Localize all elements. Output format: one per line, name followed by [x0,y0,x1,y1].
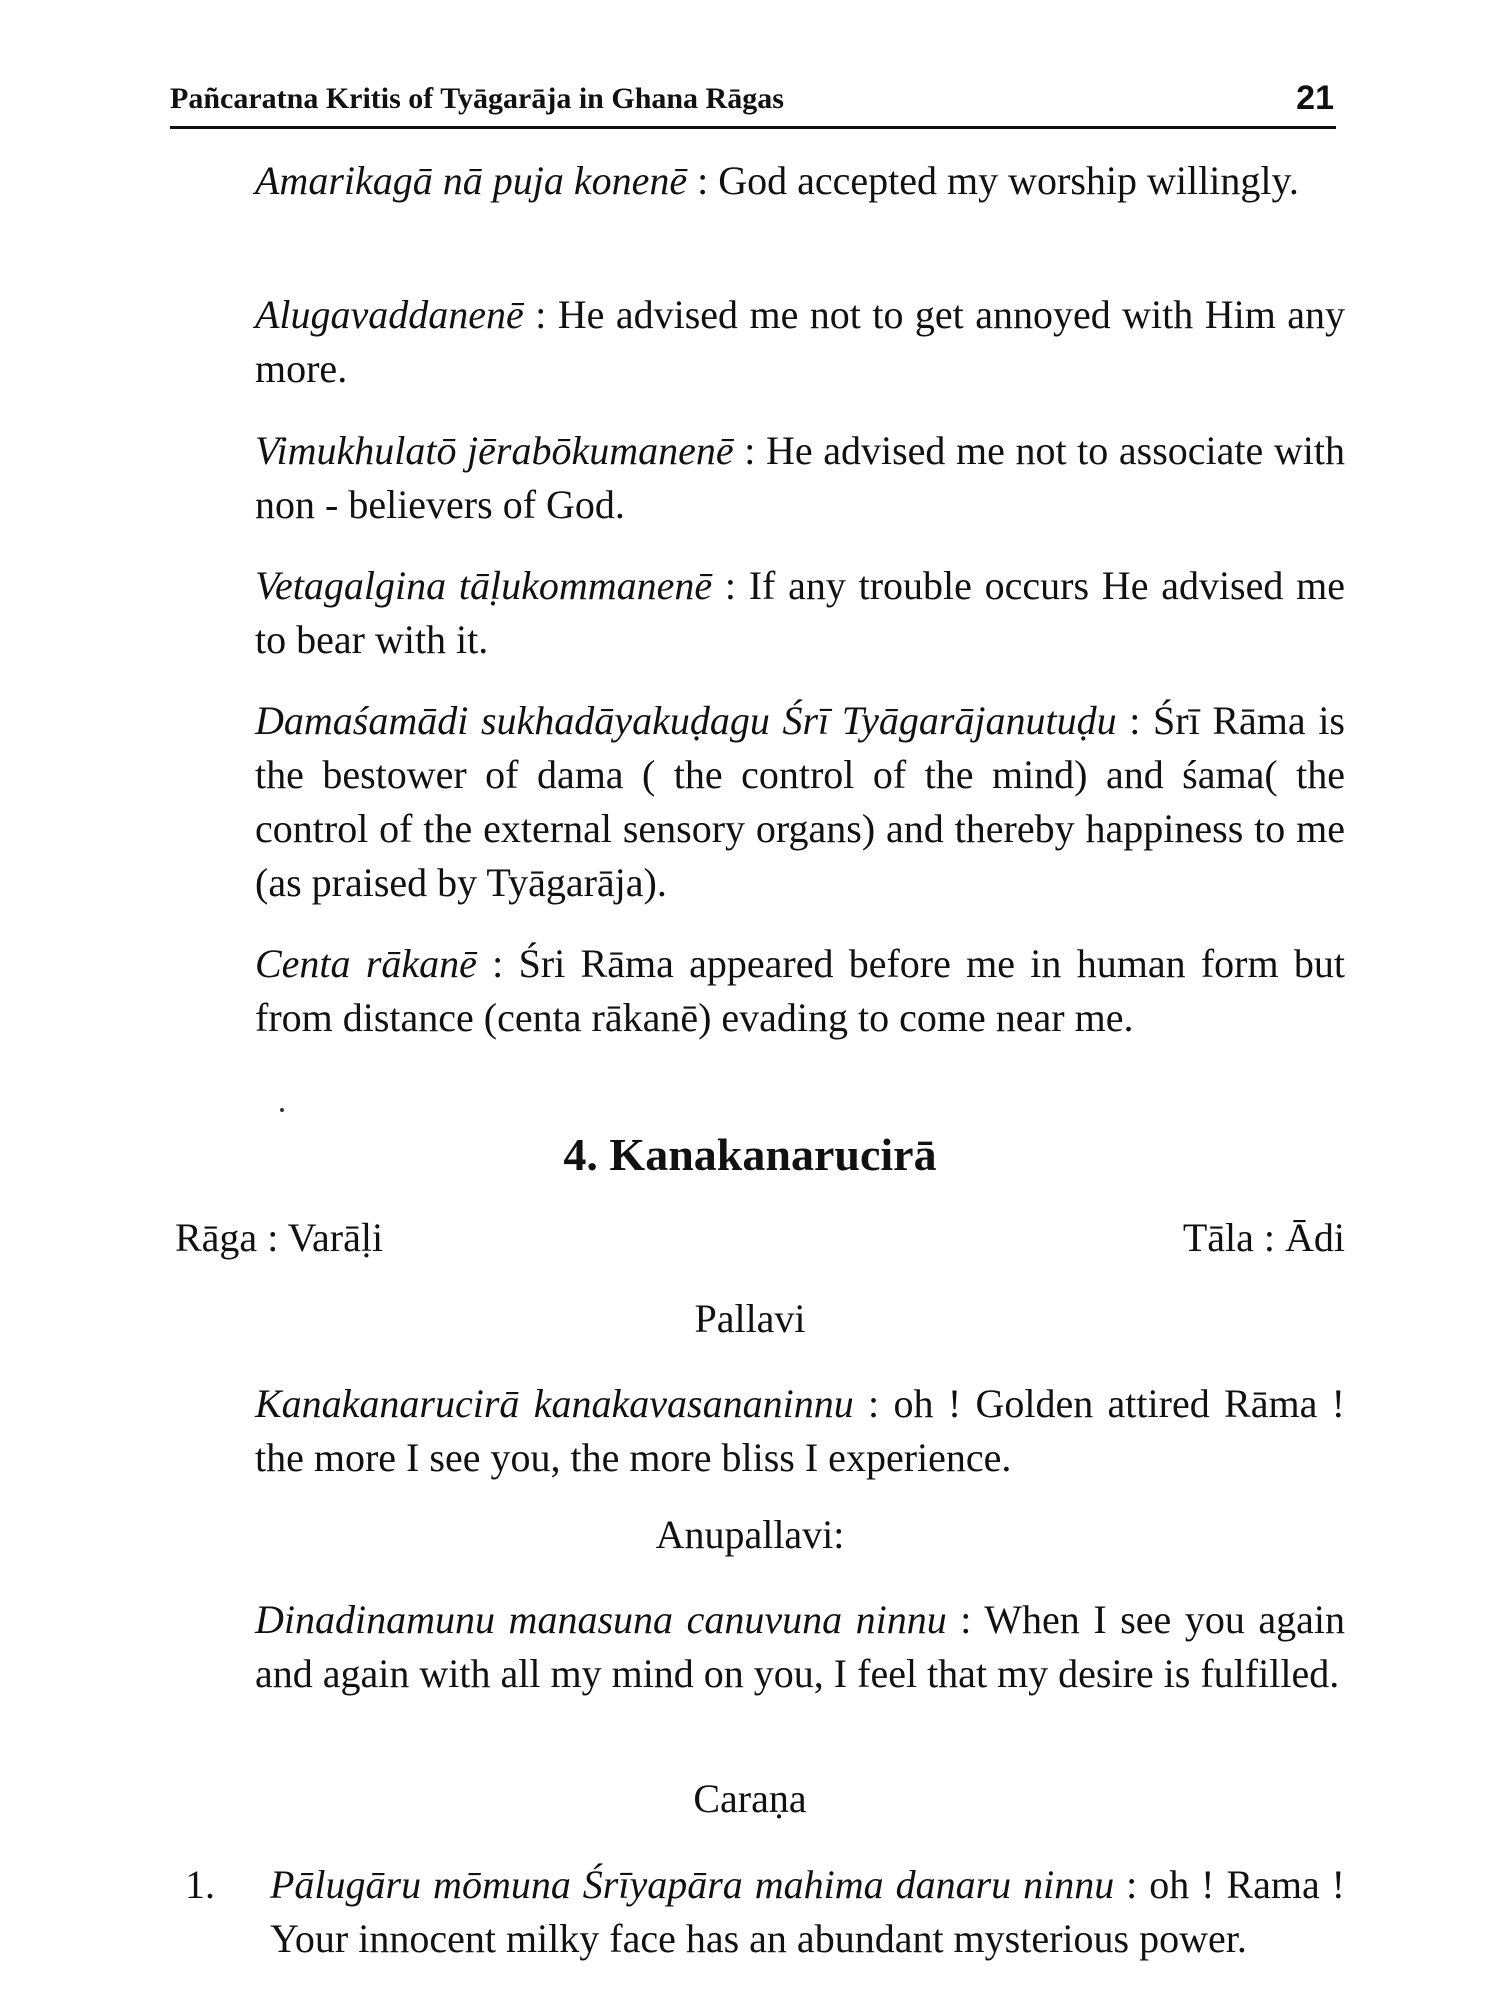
pallavi-text: : oh ! Golden attired Rāma ! the more I see you, the more bliss I experience. [255,1381,1346,1480]
carana-item-text [270,1858,1345,1966]
anupallavi-paragraph [255,1593,1345,1701]
entry-paragraph [255,424,1345,532]
anupallavi-heading: Anupallavi: [655,1512,845,1557]
anupallavi-term: Dinadinamunu manasuna canuvuna ninnu [255,1597,947,1642]
entry-text: : He advised me not to associate with non - believers of God. [255,428,1345,527]
entry-paragraph [255,559,1345,667]
entry-paragraph [255,288,1345,396]
pallavi-heading: Pallavi [694,1296,806,1341]
pallavi-paragraph [255,1377,1345,1485]
entry-text: : God accepted my worship willingly. [687,158,1299,203]
entry-term: Damaśamādi sukhadāyakuḍagu Śrī Tyāgarājanutuḍu [255,698,1117,743]
entry-text: : Śrī Rāma is the bestower of dama ( the control of the mind) and śama( the control of the external sensory organs) and thereby happiness to me (as praised by Tyāgarāja). [255,698,1345,905]
entry-paragraph [255,694,1345,910]
entry-term: Vetagalgina tāḷukommanenē [255,563,713,608]
entry-paragraph [255,154,1345,208]
carana-heading: Caraṇa [693,1776,807,1821]
header-title: Pañcaratna Kritis of Tyāgarāja in Ghana Rāgas [170,82,784,115]
entry-paragraph [255,937,1345,1045]
entry-term: Amarikagā nā puja konenē [255,158,688,203]
pallavi-term: Kanakanarucirā kanakavasananinnu [255,1381,854,1426]
carana-explanation: : oh ! Rama ! Your innocent milky face has an abundant mysterious power. [270,1862,1346,1961]
carana-item-number: 1. [185,1862,215,1907]
section-heading: 4. Kanakanarucirā [563,1129,937,1180]
stray-print-mark [280,1108,284,1112]
raga-tala-row [175,1214,1345,1268]
entry-text: : If any trouble occurs He advised me to bear with it. [255,563,1345,662]
tala-label: Tāla : Ādi [1182,1215,1345,1260]
entry-text: : Śri Rāma appeared before me in human form but from distance (centa rākanē) evading to come near me. [255,941,1345,1040]
raga-label: Rāga : Varāḷi [175,1215,384,1260]
entry-term: Centa rākanē [255,941,477,986]
anupallavi-text: : When I see you again and again with all my mind on you, I feel that my desire is fulfilled. [255,1597,1345,1696]
entry-term: Vimukhulatō jērabōkumanenē [255,428,734,473]
carana-term: Pālugāru mōmuna Śrīyapāra mahima danaru ninnu [270,1862,1115,1907]
entry-text: : He advised me not to get annoyed with Him any more. [255,292,1345,391]
page-number: 21 [1296,79,1334,117]
running-header [170,68,1336,129]
entry-term: Alugavaddanenē [255,292,524,337]
